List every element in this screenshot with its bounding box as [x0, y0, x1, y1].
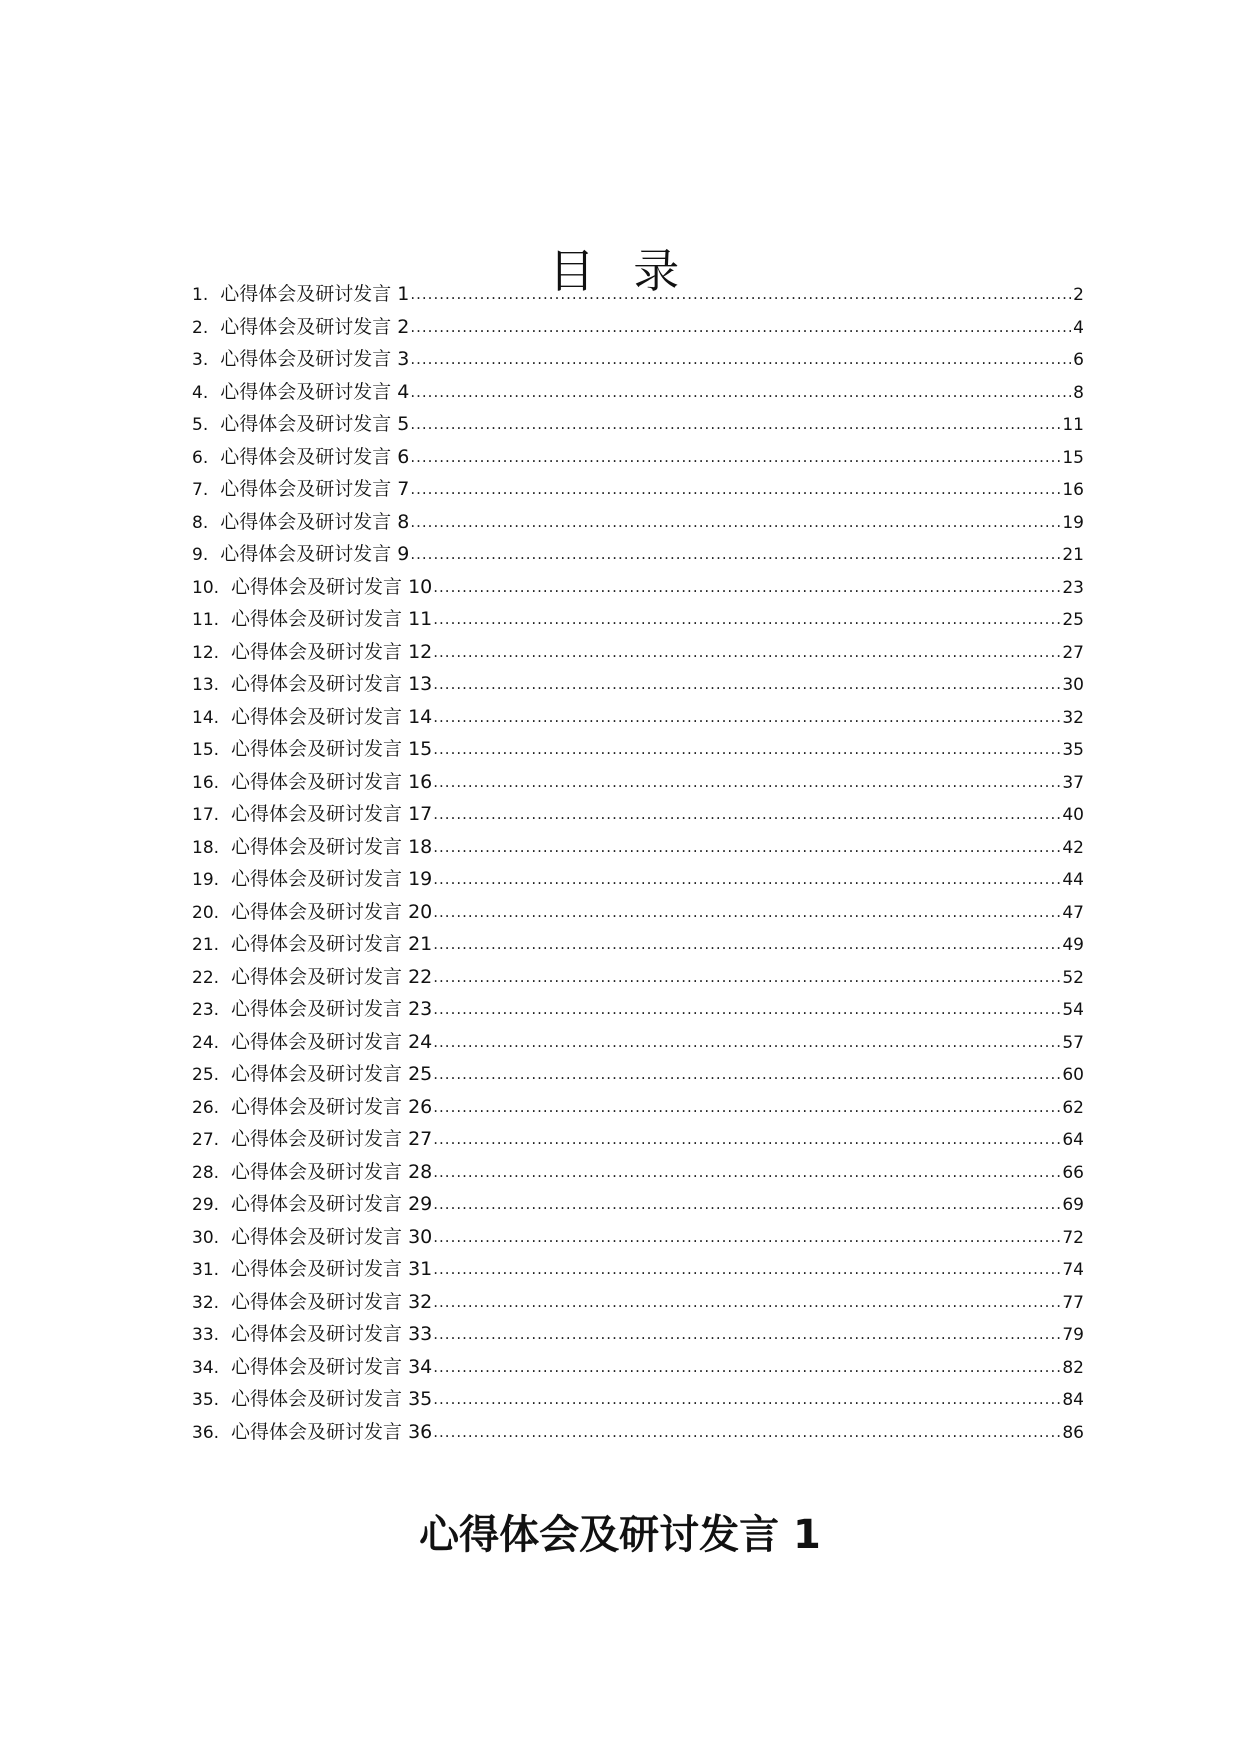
toc-entry[interactable] [192, 1026, 1084, 1059]
toc-entry-page-number: 64 [1062, 1130, 1084, 1150]
toc-entry-number: 17. [192, 805, 220, 825]
toc-entry-page-number: 11 [1062, 415, 1084, 435]
toc-dot-leader [433, 1286, 1060, 1319]
toc-entry-page-number: 27 [1062, 642, 1084, 663]
toc-entry[interactable] [192, 1253, 1084, 1286]
toc-entry[interactable] [192, 668, 1084, 701]
toc-dot-leader [433, 766, 1060, 799]
toc-dot-leader [433, 863, 1060, 896]
toc-entry-number: 7. [192, 480, 209, 500]
toc-entry[interactable] [192, 278, 1084, 311]
toc-entry-page-number: 86 [1062, 1422, 1084, 1443]
toc-entry-page-number: 2 [1073, 285, 1084, 305]
toc-dot-leader [433, 993, 1060, 1026]
toc-entry-page-number: 4 [1073, 317, 1084, 338]
toc-entry[interactable] [192, 538, 1084, 571]
toc-entry-label: 心得体会及研讨发言 3 [220, 348, 410, 370]
toc-entry-label: 心得体会及研讨发言 1 [220, 283, 410, 305]
toc-dot-leader [410, 408, 1060, 441]
toc-entry-number: 10. [192, 577, 220, 598]
toc-entry-page-number: 82 [1062, 1357, 1084, 1378]
toc-entry-label: 心得体会及研讨发言 30 [231, 1225, 433, 1248]
toc-entry-number: 26. [192, 1097, 220, 1118]
toc-entry-label: 心得体会及研讨发言 6 [220, 445, 410, 468]
toc-entry-number: 16. [192, 772, 220, 793]
toc-entry[interactable] [192, 603, 1084, 636]
toc-entry-label: 心得体会及研讨发言 19 [231, 868, 433, 890]
toc-dot-leader [410, 538, 1060, 571]
toc-entry[interactable] [192, 766, 1084, 799]
toc-entry-label: 心得体会及研讨发言 27 [231, 1128, 433, 1150]
toc-entry-number: 19. [192, 870, 220, 890]
toc-dot-leader [433, 1123, 1060, 1156]
toc-dot-leader [433, 1156, 1060, 1189]
toc-entry-number: 34. [192, 1357, 220, 1378]
toc-dot-leader [433, 1416, 1060, 1449]
toc-entry-label: 心得体会及研讨发言 8 [220, 510, 410, 533]
toc-entry-page-number: 6 [1073, 350, 1084, 370]
toc-dot-leader [410, 311, 1071, 344]
toc-entry-number: 11. [192, 610, 220, 630]
toc-entry-label: 心得体会及研讨发言 28 [231, 1160, 433, 1183]
toc-entry-label: 心得体会及研讨发言 34 [231, 1355, 433, 1378]
toc-entry[interactable] [192, 831, 1084, 864]
toc-entry-number: 9. [192, 545, 209, 565]
toc-dot-leader [433, 928, 1060, 961]
toc-entry-number: 33. [192, 1325, 220, 1345]
toc-entry-label: 心得体会及研讨发言 25 [231, 1063, 433, 1085]
toc-entry-page-number: 49 [1062, 935, 1084, 955]
toc-dot-leader [433, 1221, 1060, 1254]
toc-entry[interactable] [192, 1221, 1084, 1254]
toc-entry-number: 20. [192, 902, 220, 923]
toc-entry-page-number: 47 [1062, 902, 1084, 923]
toc-dot-leader [433, 1058, 1060, 1091]
toc-entry-label: 心得体会及研讨发言 22 [231, 965, 433, 988]
toc-entry-page-number: 62 [1062, 1097, 1084, 1118]
toc-entry-label: 心得体会及研讨发言 26 [231, 1095, 433, 1118]
toc-entry-label: 心得体会及研讨发言 17 [231, 803, 433, 825]
toc-title: 目 录 [548, 243, 692, 298]
toc-entry-page-number: 21 [1062, 545, 1084, 565]
toc-entry-label: 心得体会及研讨发言 18 [231, 835, 433, 858]
toc-entry[interactable] [192, 928, 1084, 961]
toc-dot-leader [433, 571, 1060, 604]
toc-entry-page-number: 79 [1062, 1325, 1084, 1345]
toc-dot-leader [433, 1026, 1060, 1059]
toc-dot-leader [433, 831, 1060, 864]
toc-entry-number: 27. [192, 1130, 220, 1150]
toc-entry-label: 心得体会及研讨发言 33 [231, 1323, 433, 1345]
toc-entry[interactable] [192, 1416, 1084, 1449]
toc-entry[interactable] [192, 473, 1084, 506]
toc-entry[interactable] [192, 1091, 1084, 1124]
toc-entry-page-number: 25 [1062, 610, 1084, 630]
toc-entry[interactable] [192, 1318, 1084, 1351]
toc-entry-page-number: 44 [1062, 870, 1084, 890]
toc-entry-number: 35. [192, 1390, 220, 1410]
toc-dot-leader [433, 733, 1060, 766]
toc-entry-page-number: 19 [1062, 512, 1084, 533]
toc-entry-number: 24. [192, 1032, 220, 1053]
toc-entry-label: 心得体会及研讨发言 21 [231, 933, 433, 955]
toc-entry-page-number: 32 [1062, 707, 1084, 728]
toc-entry-page-number: 66 [1062, 1162, 1084, 1183]
toc-entry[interactable] [192, 1156, 1084, 1189]
toc-entry-label: 心得体会及研讨发言 13 [231, 673, 433, 695]
toc-entry-page-number: 40 [1062, 805, 1084, 825]
toc-entry-label: 心得体会及研讨发言 11 [231, 608, 433, 630]
toc-entry-number: 25. [192, 1065, 220, 1085]
toc-entry-label: 心得体会及研讨发言 24 [231, 1030, 433, 1053]
toc-entry-page-number: 42 [1062, 837, 1084, 858]
toc-dot-leader [433, 1383, 1060, 1416]
toc-entry-label: 心得体会及研讨发言 31 [231, 1258, 433, 1280]
toc-entry[interactable] [192, 993, 1084, 1026]
toc-entry[interactable] [192, 798, 1084, 831]
toc-entry-number: 4. [192, 382, 209, 403]
toc-entry[interactable] [192, 1123, 1084, 1156]
toc-entry-number: 3. [192, 350, 209, 370]
toc-entry-number: 14. [192, 707, 220, 728]
toc-dot-leader [433, 701, 1060, 734]
toc-entry-number: 1. [192, 285, 209, 305]
toc-entry[interactable] [192, 441, 1084, 474]
toc-dot-leader [433, 1318, 1060, 1351]
toc-entry-number: 13. [192, 675, 220, 695]
toc-dot-leader [433, 961, 1060, 994]
toc-entry-label: 心得体会及研讨发言 4 [220, 380, 410, 403]
toc-entry-label: 心得体会及研讨发言 5 [220, 413, 410, 435]
toc-entry-label: 心得体会及研讨发言 36 [231, 1420, 433, 1443]
section-heading: 心得体会及研讨发言 1 [419, 1512, 821, 1559]
toc-entry-number: 28. [192, 1162, 220, 1183]
toc-entry-label: 心得体会及研讨发言 20 [231, 900, 433, 923]
toc-dot-leader [433, 1188, 1060, 1221]
toc-entry-label: 心得体会及研讨发言 10 [231, 575, 433, 598]
toc-entry-page-number: 8 [1073, 382, 1084, 403]
toc-entry[interactable] [192, 1188, 1084, 1221]
toc-entry-page-number: 60 [1062, 1065, 1084, 1085]
toc-dot-leader [433, 798, 1060, 831]
toc-entry-number: 18. [192, 837, 220, 858]
toc-entry-number: 32. [192, 1292, 220, 1313]
toc-dot-leader [433, 1091, 1060, 1124]
toc-entry-label: 心得体会及研讨发言 35 [231, 1388, 433, 1410]
toc-entry-label: 心得体会及研讨发言 14 [231, 705, 433, 728]
toc-entry-page-number: 77 [1062, 1292, 1084, 1313]
toc-entry-label: 心得体会及研讨发言 9 [220, 543, 410, 565]
toc-entry-number: 23. [192, 1000, 220, 1020]
toc-entry[interactable] [192, 1058, 1084, 1091]
toc-entry-page-number: 74 [1062, 1260, 1084, 1280]
toc-entry-page-number: 37 [1062, 772, 1084, 793]
toc-entry[interactable] [192, 506, 1084, 539]
toc-entry[interactable] [192, 408, 1084, 441]
toc-dot-leader [410, 376, 1071, 409]
toc-entry-number: 6. [192, 447, 209, 468]
toc-entry[interactable] [192, 311, 1084, 344]
toc-dot-leader [433, 1253, 1060, 1286]
toc-entry-label: 心得体会及研讨发言 16 [231, 770, 433, 793]
toc-entry-number: 15. [192, 740, 220, 760]
toc-entry-page-number: 72 [1062, 1227, 1084, 1248]
toc-entry-page-number: 16 [1062, 480, 1084, 500]
toc-dot-leader [433, 636, 1060, 669]
toc-entry-label: 心得体会及研讨发言 12 [231, 640, 433, 663]
toc-entry-number: 12. [192, 642, 220, 663]
toc-entry-page-number: 30 [1062, 675, 1084, 695]
toc-dot-leader [410, 473, 1060, 506]
toc-entry[interactable] [192, 961, 1084, 994]
toc-dot-leader [410, 278, 1071, 311]
toc-entry-number: 36. [192, 1422, 220, 1443]
table-of-contents [192, 278, 1084, 1448]
toc-entry-number: 2. [192, 317, 209, 338]
toc-entry-label: 心得体会及研讨发言 2 [220, 315, 410, 338]
toc-entry-label: 心得体会及研讨发言 23 [231, 998, 433, 1020]
toc-entry[interactable] [192, 636, 1084, 669]
toc-entry-number: 8. [192, 512, 209, 533]
toc-entry-label: 心得体会及研讨发言 29 [231, 1193, 433, 1215]
toc-entry-label: 心得体会及研讨发言 32 [231, 1290, 433, 1313]
toc-entry-page-number: 84 [1062, 1390, 1084, 1410]
toc-entry-page-number: 23 [1062, 577, 1084, 598]
toc-entry-page-number: 57 [1062, 1032, 1084, 1053]
toc-dot-leader [433, 603, 1060, 636]
toc-entry[interactable] [192, 1383, 1084, 1416]
toc-entry[interactable] [192, 571, 1084, 604]
toc-entry-number: 29. [192, 1195, 220, 1215]
toc-entry[interactable] [192, 376, 1084, 409]
toc-dot-leader [410, 343, 1071, 376]
toc-entry-label: 心得体会及研讨发言 15 [231, 738, 433, 760]
toc-dot-leader [410, 441, 1060, 474]
toc-entry-label: 心得体会及研讨发言 7 [220, 478, 410, 500]
toc-entry[interactable] [192, 863, 1084, 896]
toc-entry[interactable] [192, 701, 1084, 734]
toc-entry[interactable] [192, 1286, 1084, 1319]
toc-dot-leader [433, 1351, 1060, 1384]
toc-entry[interactable] [192, 343, 1084, 376]
toc-dot-leader [433, 896, 1060, 929]
toc-entry[interactable] [192, 733, 1084, 766]
toc-entry-page-number: 15 [1062, 447, 1084, 468]
toc-entry[interactable] [192, 896, 1084, 929]
toc-entry-number: 31. [192, 1260, 220, 1280]
toc-entry[interactable] [192, 1351, 1084, 1384]
toc-dot-leader [433, 668, 1060, 701]
toc-entry-page-number: 35 [1062, 740, 1084, 760]
toc-entry-number: 22. [192, 967, 220, 988]
toc-entry-page-number: 69 [1062, 1195, 1084, 1215]
toc-entry-page-number: 54 [1062, 1000, 1084, 1020]
toc-entry-number: 5. [192, 415, 209, 435]
toc-dot-leader [410, 506, 1060, 539]
toc-entry-page-number: 52 [1062, 967, 1084, 988]
toc-entry-number: 30. [192, 1227, 220, 1248]
toc-entry-number: 21. [192, 935, 220, 955]
